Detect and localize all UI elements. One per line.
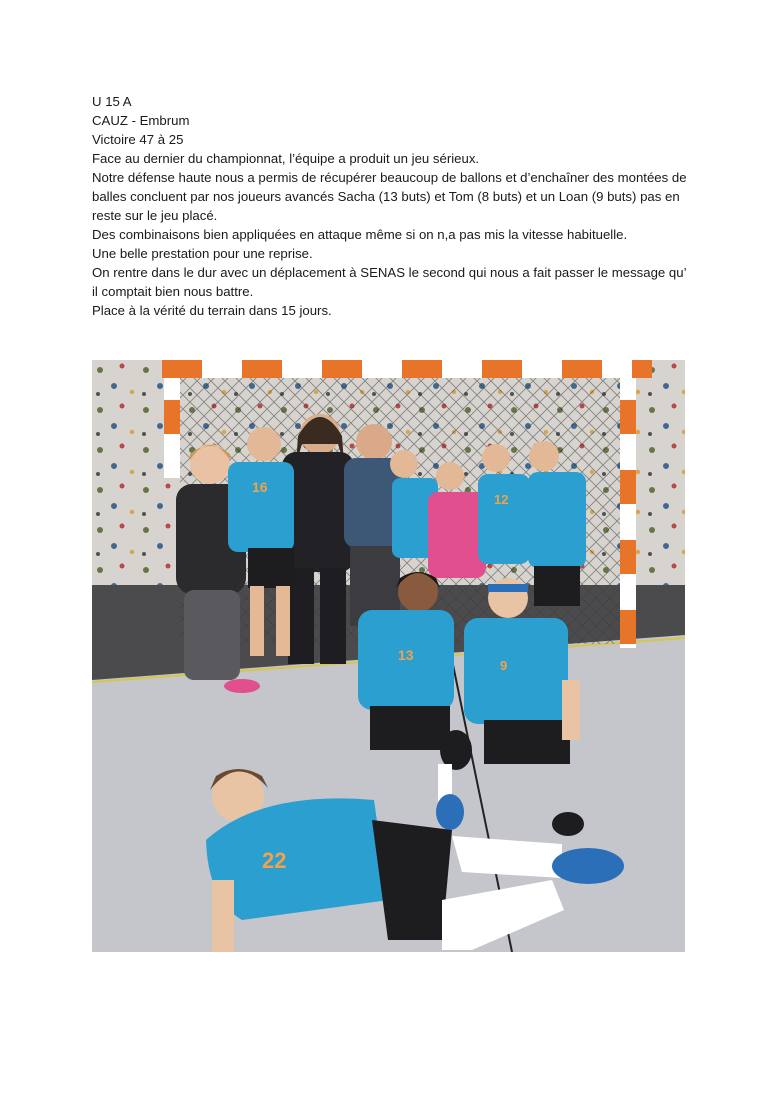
article-line: Des combinaisons bien appliquées en attaque même si on n,a pas mis la vitesse habituelle. [92, 227, 628, 242]
team-category: U 15 A [92, 94, 132, 109]
jersey-number: 9 [500, 658, 508, 673]
jersey-number: 12 [494, 492, 509, 507]
jersey-number: 22 [262, 848, 287, 873]
article-line: Place à la vérité du terrain dans 15 jours. [92, 303, 332, 318]
jersey-number: 13 [398, 647, 414, 663]
jersey-number: 16 [252, 479, 268, 495]
match-score: Victoire 47 à 25 [92, 132, 184, 147]
team-photo [92, 360, 685, 952]
article-line: On rentre dans le dur avec un déplacement à SENAS le second qui nous a fait passer le message qu’ il comptait bien nous battre. [92, 265, 687, 299]
article-line: Face au dernier du championnat, l’équipe a produit un jeu sérieux. [92, 151, 480, 166]
article-line: Une belle prestation pour une reprise. [92, 246, 313, 261]
article-line: Notre défense haute nous a permis de récupérer beaucoup de ballons et d’enchaîner des montées de balles concluent par nos joueurs avancés Sacha (13 buts) et Tom (8 buts) et un Loan (9 buts) pas en reste sur le jeu placé. [92, 170, 687, 223]
match-title: CAUZ - Embrum [92, 113, 190, 128]
article-text [92, 92, 692, 320]
